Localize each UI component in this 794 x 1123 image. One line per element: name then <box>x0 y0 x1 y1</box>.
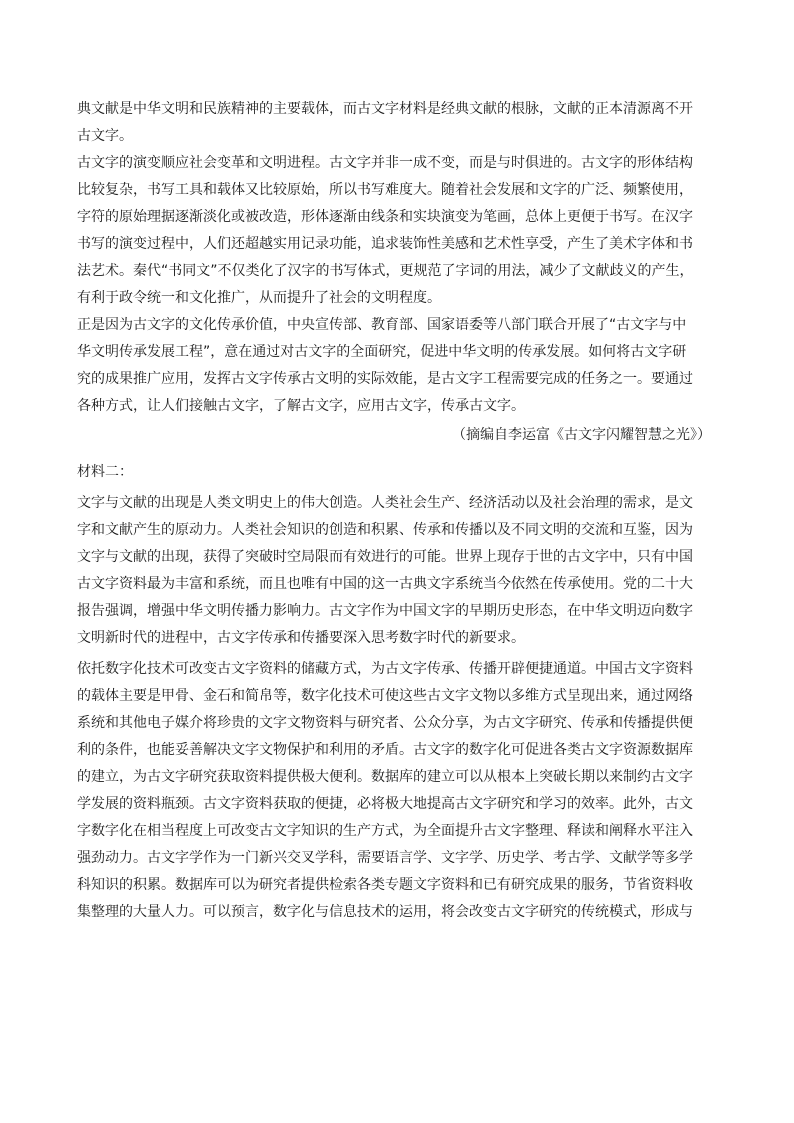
text-line: 文字与文献的出现是人类文明史上的伟大创造。人类社会生产、经济活动以及社会治理的需求，是文 <box>77 495 693 511</box>
text-line: 华文明传承发展工程”，意在通过对古文字的全面研究，促进中华文明的传承发展。如何将古文字研 <box>77 344 687 360</box>
text-line: 系统和其他电子媒介将珍贵的文字文物资料与研究者、公众分享，为古文字研究、传承和传播提供便 <box>77 715 693 731</box>
text-line: 典文献是中华文明和民族精神的主要载体，而古文字材料是经典文献的根脉，文献的正本清源离不开 <box>77 101 693 117</box>
paragraph <box>77 150 721 312</box>
source-citation: （摘编自李运富《古文字闪耀智慧之光》） <box>452 427 711 443</box>
text-line: 比较复杂，书写工具和载体又比较原始，所以书写难度大。随着社会发展和文字的广泛、频繁使用， <box>77 182 693 198</box>
text-line: 古文字。 <box>77 128 133 144</box>
text-line: 古文字的演变顺应社会变革和文明进程。古文字并非一成不变，而是与时俱进的。古文字的形体结构 <box>77 155 693 171</box>
text-line: 书写的演变过程中，人们还超越实用记录功能，追求装饰性美感和艺术性享受，产生了美术字体和书 <box>77 236 693 252</box>
text-line: 正是因为古文字的文化传承价值，中央宣传部、教育部、国家语委等八部门联合开展了“古文字与中 <box>77 317 687 333</box>
text-line: 字和文献产生的原动力。人类社会知识的创造和积累、传承和传播以及不同文明的交流和互鉴，因为 <box>77 522 693 538</box>
material-two-label: 材料二： <box>77 464 133 480</box>
text-line: 利的条件，也能妥善解决文字文物保护和利用的矛盾。古文字的数字化可促进各类古文字资源数据库 <box>77 742 693 758</box>
text-line: 文字与文献的出现，获得了突破时空局限而有效进行的可能。世界上现存于世的古文字中，只有中国 <box>77 549 693 565</box>
text-line: 字符的原始理据逐渐淡化或被改造，形体逐渐由线条和实块演变为笔画，总体上更便于书写。在汉字 <box>77 209 693 225</box>
text-line: 学发展的资料瓶颈。古文字资料获取的便捷，必将极大地提高古文字研究和学习的效率。此外，古文 <box>77 796 693 812</box>
text-line: 报告强调，增强中华文明传播力影响力。古文字作为中国文字的早期历史形态，在中华文明迈向数字 <box>77 603 693 619</box>
text-line: 集整理的大量人力。可以预言，数字化与信息技术的运用，将会改变古文字研究的传统模式，形成与 <box>77 904 693 920</box>
text-line: 古文字资料最为丰富和系统，而且也唯有中国的这一古典文字系统当今依然在传承使用。党的二十大 <box>77 576 693 592</box>
text-line: 究的成果推广应用，发挥古文字传承古文明的实际效能，是古文字工程需要完成的任务之一。要通过 <box>77 371 693 387</box>
text-line: 各种方式，让人们接触古文字，了解古文字，应用古文字，传承古文字。 <box>77 398 525 414</box>
text-line: 法艺术。秦代“书同文”不仅类化了汉字的书写体式，更规范了字词的用法，减少了文献歧义的产生， <box>77 263 694 279</box>
text-line: 依托数字化技术可改变古文字资料的储藏方式，为古文字传承、传播开辟便捷通道。中国古文字资料 <box>77 661 693 677</box>
text-line: 科知识的积累。数据库可以为研究者提供检索各类专题文字资料和已有研究成果的服务，节省资料收 <box>77 877 693 893</box>
paragraph <box>77 490 721 652</box>
text-line: 的载体主要是甲骨、金石和简帛等，数字化技术可使这些古文字文物以多维方式呈现出来，通过网络 <box>77 688 693 704</box>
paragraph <box>77 656 721 926</box>
text-line: 的建立，为古文字研究获取资料提供极大便利。数据库的建立可以从根本上突破长期以来制约古文字 <box>77 769 693 785</box>
text-line: 字数字化在相当程度上可改变古文字知识的生产方式，为全面提升古文字整理、释读和阐释水平注入 <box>77 823 693 839</box>
paragraph <box>77 96 721 150</box>
text-line: 有利于政令统一和文化推广，从而提升了社会的文明程度。 <box>77 290 441 306</box>
document-body <box>77 96 721 926</box>
paragraph <box>77 312 721 420</box>
text-line: 强劲动力。古文字学作为一门新兴交叉学科，需要语言学、文字学、历史学、考古学、文献学等多学 <box>77 850 693 866</box>
text-line: 文明新时代的进程中，古文字传承和传播要深入思考数字时代的新要求。 <box>77 630 525 646</box>
